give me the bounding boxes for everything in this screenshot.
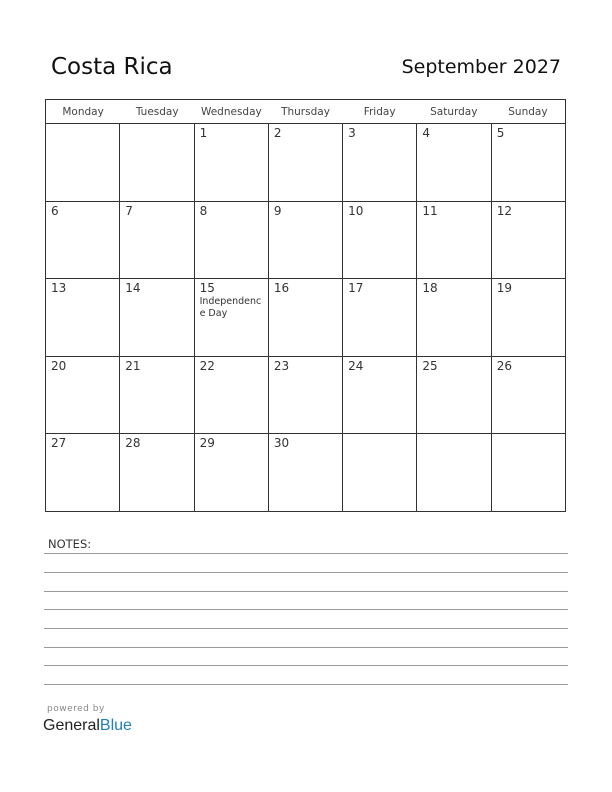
note-line <box>44 628 568 629</box>
weekday-sunday: Sunday <box>508 106 548 118</box>
week-row <box>46 279 565 357</box>
note-line <box>44 684 568 685</box>
note-line <box>44 553 568 554</box>
day-number: 16 <box>273 281 290 296</box>
week-row <box>46 434 565 512</box>
brand-general-text: General <box>43 717 100 734</box>
day-cell <box>492 124 565 201</box>
day-cell <box>343 357 417 434</box>
day-cell <box>343 434 417 512</box>
day-cell <box>417 124 491 201</box>
day-cell <box>46 124 120 201</box>
day-number: 10 <box>348 203 364 218</box>
day-cell <box>417 279 491 356</box>
day-cell <box>417 434 491 512</box>
day-cell <box>492 279 565 356</box>
day-number: 8 <box>199 203 208 218</box>
day-cell <box>195 434 269 512</box>
day-cell <box>46 434 120 512</box>
day-cell <box>417 202 491 279</box>
day-number: 23 <box>273 358 290 373</box>
day-cell <box>46 279 120 356</box>
day-cell <box>120 202 194 279</box>
day-cell <box>269 202 343 279</box>
day-number: 11 <box>422 203 438 218</box>
note-line <box>44 647 568 648</box>
day-cell <box>120 124 194 201</box>
day-cell <box>343 279 417 356</box>
day-cell <box>492 434 565 512</box>
day-cell <box>417 357 491 434</box>
weekday-thursday: Thursday <box>281 106 330 118</box>
weekday-wednesday: Wednesday <box>200 106 262 118</box>
calendar-grid <box>45 99 566 512</box>
day-number: 3 <box>348 126 356 140</box>
day-number: 26 <box>496 358 512 373</box>
day-number: 30 <box>273 436 290 451</box>
country-title: Costa Rica <box>51 54 173 80</box>
note-line <box>44 591 568 592</box>
day-number: 19 <box>496 281 512 296</box>
day-number: 28 <box>125 436 141 451</box>
day-number: 1 <box>199 126 208 140</box>
day-number: 12 <box>496 203 512 218</box>
brand-blue-text: Blue <box>99 717 132 734</box>
day-number: 13 <box>51 281 67 296</box>
day-cell <box>492 357 565 434</box>
day-number: 14 <box>125 281 141 296</box>
day-cell <box>269 279 343 356</box>
week-row <box>46 202 565 280</box>
week-row <box>46 357 565 435</box>
week-row <box>46 124 565 202</box>
day-cell <box>269 124 343 201</box>
notes-label: NOTES: <box>48 537 92 551</box>
day-number: 21 <box>125 358 141 373</box>
weekday-tuesday: Tuesday <box>135 106 179 118</box>
day-number: 22 <box>199 358 215 373</box>
day-cell <box>46 202 120 279</box>
day-number: 7 <box>125 203 133 218</box>
day-number: 24 <box>348 358 364 373</box>
day-number: 15 <box>199 281 215 296</box>
day-number: 25 <box>422 358 438 373</box>
day-cell <box>343 124 417 201</box>
generalblue-logo[interactable] <box>43 717 132 735</box>
day-number: 17 <box>348 281 364 296</box>
day-cell <box>195 124 269 201</box>
day-cell <box>120 279 194 356</box>
weekday-monday: Monday <box>62 106 104 118</box>
day-number: 4 <box>422 126 431 140</box>
day-cell <box>343 202 417 279</box>
day-cell <box>492 202 565 279</box>
note-line <box>44 665 568 666</box>
day-number: 20 <box>51 358 67 373</box>
weekday-saturday: Saturday <box>430 106 478 118</box>
day-cell <box>269 434 343 512</box>
day-cell <box>269 357 343 434</box>
weekday-friday: Friday <box>363 106 396 118</box>
weekday-header <box>46 100 565 124</box>
day-number: 5 <box>496 126 505 140</box>
day-number: 2 <box>273 126 282 140</box>
day-cell <box>120 357 194 434</box>
day-cell <box>195 357 269 434</box>
day-number: 29 <box>199 436 215 451</box>
day-number: 18 <box>422 281 438 296</box>
note-line <box>44 609 568 610</box>
day-number: 6 <box>51 203 59 218</box>
powered-by-text: powered by <box>47 704 105 714</box>
day-cell <box>120 434 194 512</box>
day-number: 9 <box>273 203 282 218</box>
day-cell <box>195 202 269 279</box>
day-cell <box>46 357 120 434</box>
month-title: September 2027 <box>401 56 561 78</box>
holiday-label: Independence Day <box>199 296 262 319</box>
day-cell <box>195 279 269 356</box>
note-line <box>44 572 568 573</box>
day-number: 27 <box>51 436 67 451</box>
